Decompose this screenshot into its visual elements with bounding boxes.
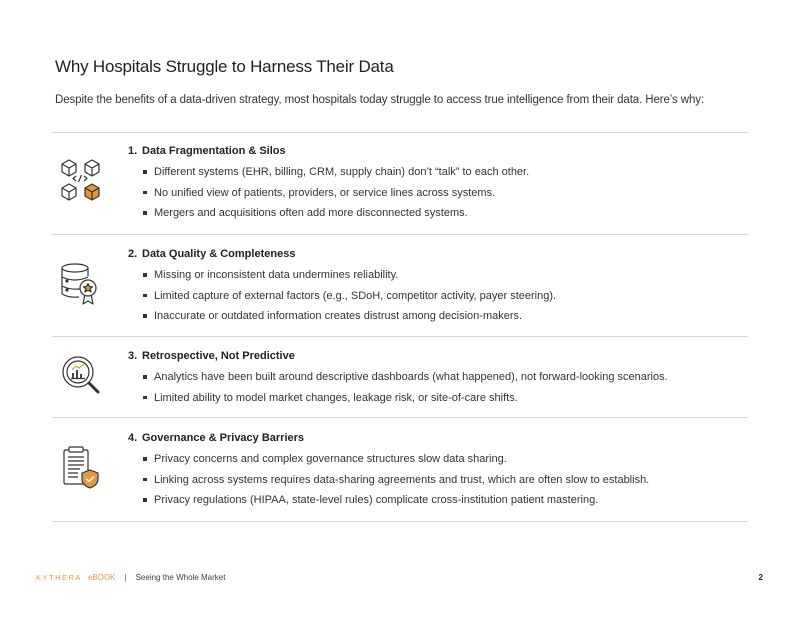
divider [52, 417, 748, 418]
page-title: Why Hospitals Struggle to Harness Their Data [55, 57, 394, 76]
list-item: Limited ability to model market changes, leakage risk, or site-of-care shifts. [142, 391, 668, 412]
bullet-list [142, 452, 649, 514]
list-item: Privacy regulations (HIPAA, state-level rules) complicate cross-institution patient mastering. [142, 493, 649, 514]
page-number: 2 [758, 573, 763, 582]
footer-subtitle: Seeing the Whole Market [135, 573, 226, 582]
section-title: 3. Retrospective, Not Predictive [128, 350, 295, 362]
document-shield-icon [56, 444, 104, 492]
section-retrospective [52, 350, 748, 410]
section-title: 1. Data Fragmentation & Silos [128, 145, 286, 157]
intro-paragraph: Despite the benefits of a data-driven strategy, most hospitals today struggle to access true intelligence from their data. Here’s why: [55, 94, 705, 106]
divider [52, 336, 748, 337]
bullet-list [142, 165, 529, 227]
divider [52, 132, 748, 133]
section-governance [52, 432, 748, 512]
list-item: Limited capture of external factors (e.g., SDoH, competitor activity, payer steering). [142, 289, 556, 310]
list-item: Mergers and acquisitions often add more disconnected systems. [142, 206, 529, 227]
list-item: Analytics have been built around descriptive dashboards (what happened), not forward-looking scenarios. [142, 370, 668, 391]
list-item: Different systems (EHR, billing, CRM, supply chain) don’t “talk” to each other. [142, 165, 529, 186]
footer [36, 573, 225, 582]
ebook-label: eBOOK [87, 573, 116, 582]
divider [52, 234, 748, 235]
section-data-quality [52, 248, 748, 328]
footer-separator: | [124, 573, 127, 582]
section-title: 2. Data Quality & Completeness [128, 248, 296, 260]
section-data-fragmentation [52, 145, 748, 225]
list-item: Privacy concerns and complex governance structures slow data sharing. [142, 452, 649, 473]
list-item: Linking across systems requires data-sharing agreements and trust, which are often slow to establish. [142, 473, 649, 494]
list-item: No unified view of patients, providers, or service lines across systems. [142, 186, 529, 207]
bullet-list [142, 370, 668, 411]
list-item: Inaccurate or outdated information creates distrust among decision-makers. [142, 309, 556, 330]
list-item: Missing or inconsistent data undermines reliability. [142, 268, 556, 289]
cubes-code-icon [56, 157, 104, 205]
divider [52, 521, 748, 522]
brand-logo: KYTHERA [36, 573, 82, 582]
database-badge-icon [56, 260, 104, 308]
magnifier-chart-icon [56, 350, 104, 398]
section-title: 4. Governance & Privacy Barriers [128, 432, 305, 444]
bullet-list [142, 268, 556, 330]
